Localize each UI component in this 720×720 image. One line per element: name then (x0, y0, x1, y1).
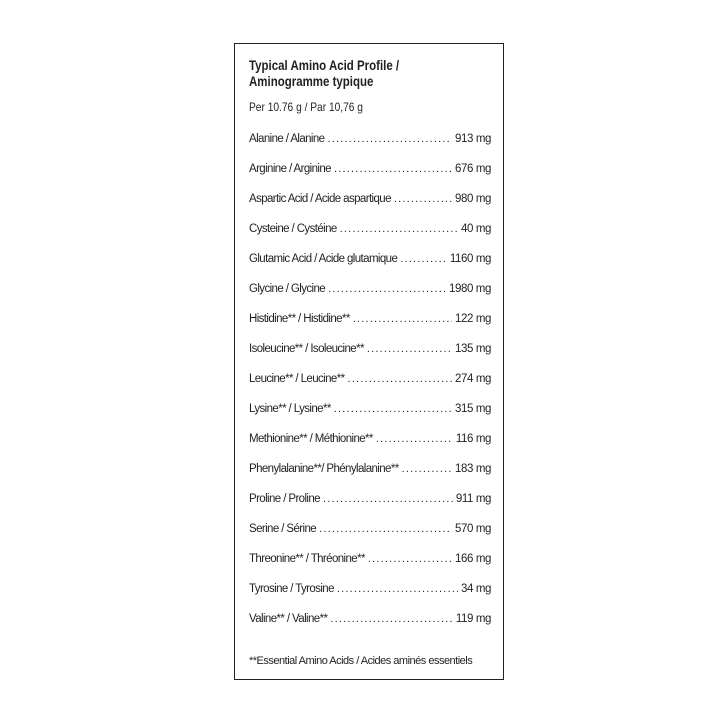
amino-row-arginine (249, 162, 491, 192)
amino-name: Tyrosine / Tyrosine (249, 583, 334, 595)
title-line-1: Typical Amino Acid Profile / (249, 57, 400, 73)
amino-amount: 116 mg (455, 433, 491, 445)
dot-leader (367, 342, 452, 356)
dot-leader (340, 222, 458, 236)
amino-row-leucine (249, 372, 491, 402)
dot-leader (334, 402, 452, 416)
dot-leader (394, 192, 452, 206)
amino-amount: 166 mg (455, 553, 491, 565)
dot-leader (337, 582, 458, 596)
amino-amount: 274 mg (455, 373, 491, 385)
amino-amount: 1160 mg (449, 253, 491, 265)
amino-name: Valine** / Valine** (249, 613, 328, 625)
dot-leader (347, 372, 452, 386)
amino-row-tyrosine (249, 582, 491, 612)
amino-amount: 119 mg (455, 613, 491, 625)
amino-row-histidine (249, 312, 491, 342)
title-line-2: Aminogramme typique (249, 73, 374, 89)
amino-amount: 34 mg (461, 583, 491, 595)
dot-leader (368, 552, 452, 566)
amino-row-isoleucine (249, 342, 491, 372)
amino-name: Leucine** / Leucine** (249, 373, 345, 385)
dot-leader (376, 432, 453, 446)
amino-name: Glycine / Glycine (249, 283, 326, 295)
serving-size: Per 10.76 g / Par 10,76 g (249, 100, 363, 114)
amino-name: Threonine** / Thréonine** (249, 553, 365, 565)
amino-amount: 40 mg (461, 223, 491, 235)
essential-footnote: **Essential Amino Acids / Acides aminés essentiels (249, 655, 473, 667)
dot-leader (323, 492, 453, 506)
amino-name: Glutamic Acid / Acide glutamique (249, 253, 398, 265)
panel-title (249, 57, 446, 89)
amino-amount: 676 mg (455, 163, 491, 175)
amino-name: Proline / Proline (249, 493, 320, 505)
amino-row-proline (249, 492, 491, 522)
amino-amount: 135 mg (455, 343, 491, 355)
amino-row-glutamic-acid (249, 252, 491, 282)
amino-name: Aspartic Acid / Acide aspartique (249, 193, 391, 205)
amino-amount: 1980 mg (449, 283, 491, 295)
amino-row-alanine (249, 132, 491, 162)
amino-row-lysine (249, 402, 491, 432)
amino-acid-list (249, 132, 491, 642)
amino-amount: 122 mg (455, 313, 491, 325)
amino-amount: 570 mg (455, 523, 491, 535)
amino-name: Lysine** / Lysine** (249, 403, 331, 415)
dot-leader (330, 612, 453, 626)
amino-row-glycine (249, 282, 491, 312)
amino-amount: 183 mg (455, 463, 491, 475)
dot-leader (353, 312, 452, 326)
amino-row-methionine (249, 432, 491, 462)
amino-row-serine (249, 522, 491, 552)
amino-acid-panel (234, 43, 504, 680)
amino-name: Arginine / Arginine (249, 163, 331, 175)
amino-name: Alanine / Alanine (249, 133, 325, 145)
amino-name: Serine / Sérine (249, 523, 317, 535)
dot-leader (334, 162, 452, 176)
amino-amount: 911 mg (455, 493, 491, 505)
amino-row-phenylalanine (249, 462, 491, 492)
amino-amount: 980 mg (455, 193, 491, 205)
amino-name: Cysteine / Cystéine (249, 223, 337, 235)
amino-name: Isoleucine** / Isoleucine** (249, 343, 364, 355)
amino-row-valine (249, 612, 491, 642)
dot-leader (327, 132, 452, 146)
dot-leader (319, 522, 452, 536)
amino-amount: 913 mg (455, 133, 491, 145)
amino-row-threonine (249, 552, 491, 582)
dot-leader (400, 252, 447, 266)
amino-row-aspartic-acid (249, 192, 491, 222)
amino-row-cysteine (249, 222, 491, 252)
dot-leader (328, 282, 446, 296)
dot-leader (402, 462, 452, 476)
amino-name: Methionine** / Méthionine** (249, 433, 373, 445)
amino-name: Phenylalanine**/ Phénylalanine** (249, 463, 399, 475)
amino-name: Histidine** / Histidine** (249, 313, 350, 325)
amino-amount: 315 mg (455, 403, 491, 415)
